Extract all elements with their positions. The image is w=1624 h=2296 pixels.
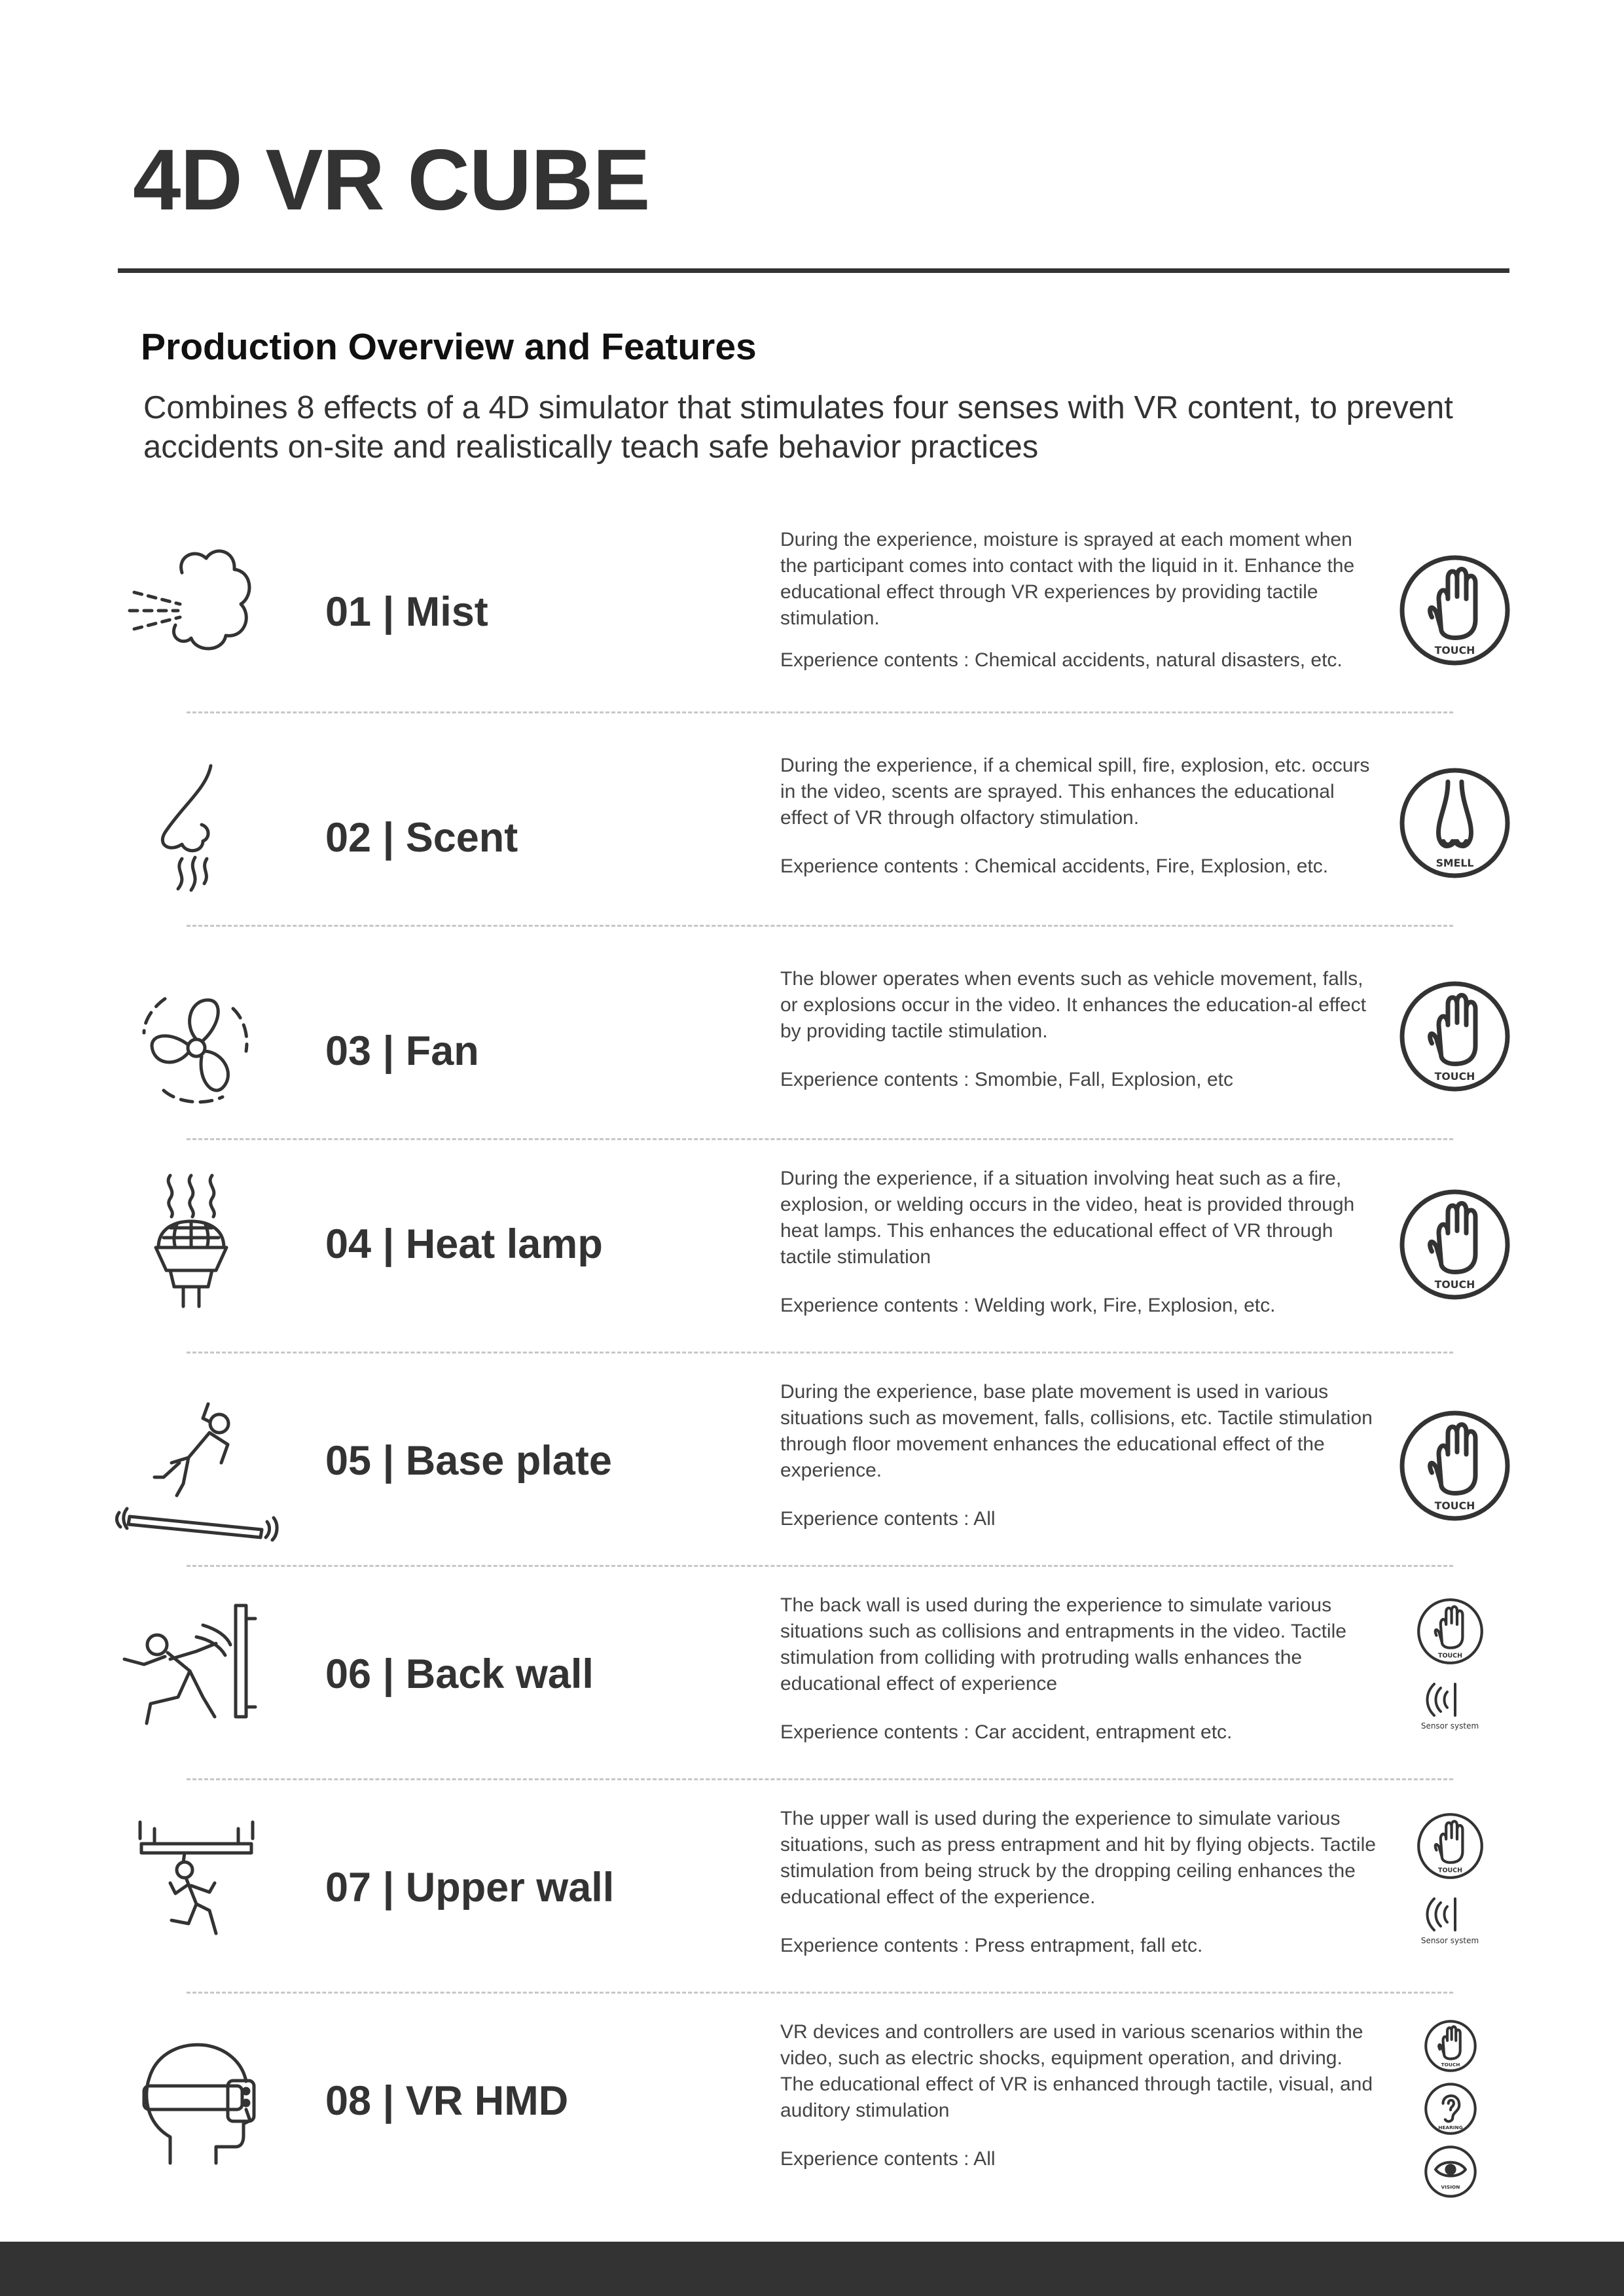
feature-scent [0, 753, 1624, 966]
sense-badges [1388, 1379, 1519, 1592]
nose-icon [118, 759, 275, 910]
badge-label: TOUCH [1434, 1070, 1475, 1083]
badge-label: TOUCH [1438, 1652, 1462, 1660]
feature-description: During the experience, moisture is sprayed at each moment when the participant comes into contact with the liquid in it. Enhance the educational effect through VR experiences by providing tactile stimulation. [780, 529, 1355, 629]
sensor-badge [1417, 1892, 1483, 1958]
feature-description: During the experience, if a situation involving heat such as a fire, explosion, or welding occurs in the video, heat is provided through heat lamps. This enhances the educational effect of VR through tactile stimulation [780, 1168, 1355, 1268]
ceiling-drop-icon [118, 1812, 275, 1963]
badge-label: TOUCH [1434, 644, 1475, 656]
title-divider [118, 268, 1509, 273]
feature-contents: Experience contents : Car accident, entrapment etc. [780, 1721, 1233, 1743]
badge-label: TOUCH [1438, 1867, 1462, 1874]
feature-description: During the experience, if a chemical spill, fire, explosion, etc. occurs in the video, scents are sprayed. This enhances the educational effect of VR through olfactory stimulation. [780, 755, 1370, 829]
touch-badge [1398, 553, 1512, 668]
footer-bar [0, 2242, 1624, 2296]
vr-headset-icon [118, 2026, 275, 2176]
wall-collision-icon [118, 1599, 275, 1749]
feature-description: The upper wall is used during the experience to simulate various situations, such as press entrapment and hit by flying objects. Tactile stimulation from being struck by the dropping ceiling enhances the educational effect of the experience. [780, 1808, 1376, 1908]
feature-contents: Experience contents : Smombie, Fall, Explosion, etc [780, 1069, 1233, 1090]
row-divider [187, 1138, 1453, 1140]
feature-description: VR devices and controllers are used in various scenarios within the video, such as electric shocks, equipment operation, and driving. The educational effect of VR is enhanced through tactile, visual, and auditory stimulation [780, 2021, 1373, 2121]
touch-badge [1398, 979, 1512, 1094]
feature-contents: Experience contents : Chemical accidents, Fire, Explosion, etc. [780, 855, 1329, 877]
row-divider [187, 1352, 1453, 1354]
mist-icon [118, 533, 275, 684]
fan-icon [118, 973, 275, 1123]
touch-badge [1424, 2019, 1477, 2073]
touch-badge [1398, 1187, 1512, 1302]
vision-badge [1424, 2145, 1477, 2198]
feature-title: 02 | Scent [325, 815, 518, 861]
smell-badge [1398, 766, 1512, 880]
heat-lamp-icon [118, 1172, 275, 1323]
feature-description: The back wall is used during the experience to simulate various situations such as collisions and entrapments in the video. Tactile stimulation from colliding with protruding walls enhances the educational effect of experience [780, 1594, 1346, 1695]
feature-upper-wall [0, 1806, 1624, 2019]
feature-mist [0, 527, 1624, 740]
sense-badges [1388, 753, 1519, 966]
sense-badges [1388, 966, 1519, 1179]
row-divider [187, 1565, 1453, 1567]
feature-contents: Experience contents : Welding work, Fire, Explosion, etc. [780, 1295, 1276, 1316]
sense-badges [1388, 527, 1519, 740]
row-divider [187, 711, 1453, 713]
feature-title: 03 | Fan [325, 1028, 479, 1074]
page-title: 4D VR CUBE [133, 132, 650, 228]
sensor-badge [1417, 1677, 1483, 1743]
touch-badge [1398, 1408, 1512, 1523]
badge-label: SMELL [1435, 857, 1474, 869]
feature-title: 08 | VR HMD [325, 2078, 569, 2124]
feature-back-wall [0, 1592, 1624, 1806]
badge-label: TOUCH [1434, 1278, 1475, 1291]
row-divider [187, 1778, 1453, 1780]
feature-description: During the experience, base plate movement is used in various situations such as movement, falls, collisions, etc. Tactile stimulation through floor movement enhances the educational effect of the experience. [780, 1381, 1373, 1481]
badge-label: TOUCH [1434, 1499, 1475, 1512]
badge-label: Sensor system [1420, 1721, 1479, 1731]
badge-label: Sensor system [1420, 1936, 1479, 1945]
row-divider [187, 1992, 1453, 1994]
feature-title: 07 | Upper wall [325, 1865, 615, 1910]
feature-vr-hmd [0, 2019, 1624, 2233]
sense-badges [1388, 1806, 1519, 2019]
feature-title: 01 | Mist [325, 589, 488, 635]
row-divider [187, 925, 1453, 927]
section-subtitle: Production Overview and Features [141, 326, 757, 368]
feature-heat-lamp [0, 1166, 1624, 1379]
feature-description: The blower operates when events such as vehicle movement, falls, or explosions occur in the video. It enhances the education-al effect by providing tactile stimulation. [780, 968, 1367, 1042]
badge-label: VISION [1441, 2184, 1460, 2191]
feature-title: 05 | Base plate [325, 1438, 612, 1484]
feature-contents: Experience contents : Chemical accidents, natural disasters, etc. [780, 649, 1343, 671]
sense-badges [1388, 1592, 1519, 1806]
feature-contents: Experience contents : Press entrapment, fall etc. [780, 1935, 1203, 1956]
feature-contents: Experience contents : All [780, 1508, 996, 1530]
badge-label: TOUCH [1441, 2062, 1460, 2068]
falling-person-icon [111, 1386, 281, 1536]
badge-label: HEARING [1438, 2125, 1463, 2131]
sense-badges [1388, 1166, 1519, 1379]
sense-badges [1388, 2019, 1519, 2233]
touch-badge [1416, 1597, 1485, 1666]
feature-title: 04 | Heat lamp [325, 1221, 603, 1267]
hearing-badge [1424, 2082, 1477, 2136]
touch-badge [1416, 1812, 1485, 1880]
feature-fan [0, 966, 1624, 1179]
feature-base-plate [0, 1379, 1624, 1592]
feature-title: 06 | Back wall [325, 1651, 594, 1697]
intro-text: Combines 8 effects of a 4D simulator that stimulates four senses with VR content, to prevent accidents on-site and realistically teach safe behavior practices [143, 390, 1453, 465]
feature-contents: Experience contents : All [780, 2148, 996, 2170]
